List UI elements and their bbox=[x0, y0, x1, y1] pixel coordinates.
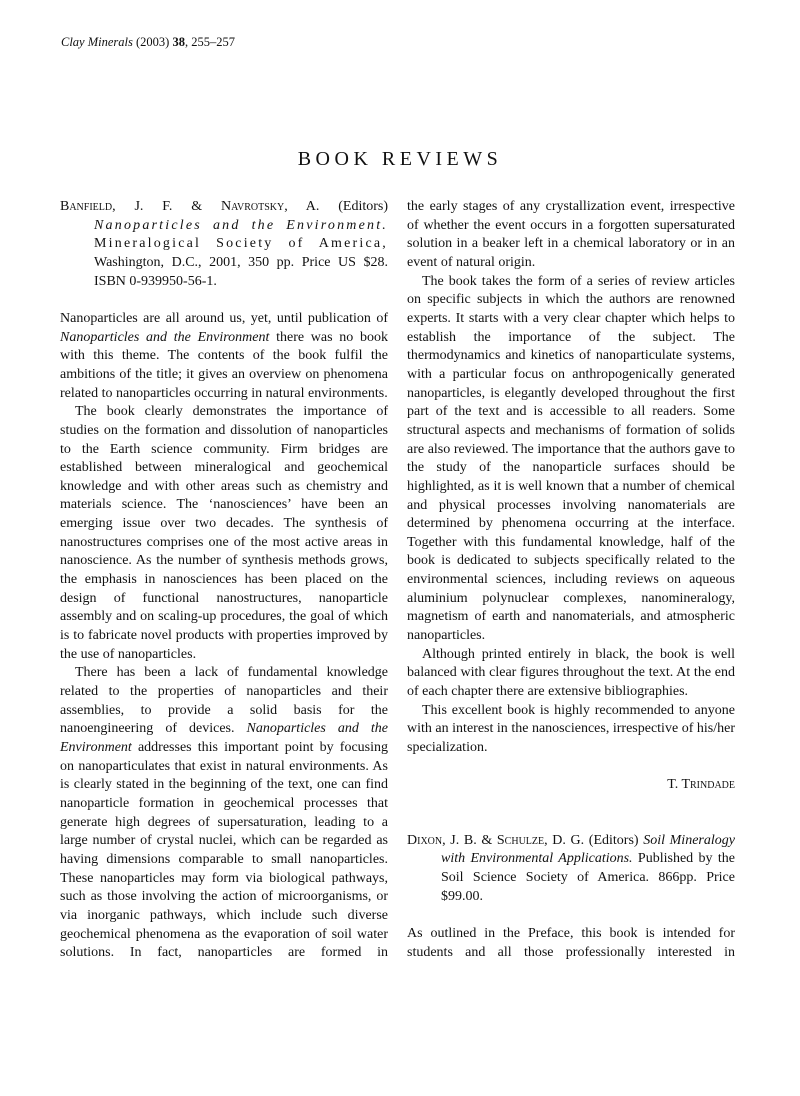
journal-header bbox=[61, 35, 235, 50]
editors-note: , A. (Editors) bbox=[284, 199, 388, 214]
book-title: Nanoparticles and the Environment bbox=[60, 721, 388, 756]
text: addresses this important point by focusing on nanoparticulates that exist in natural environments. As is clearly stated in the beginning of the text, one can find nanoparticle formation in geochemical processes that generate high degrees of supersaturation, leading to a large number of crystal nuclei, which can be regarded as having dimensions comparable to small nanoparticles. These nanoparticles may form via biological pathways, such as those involving the action of microorganisms, or via inorganic pathways, which include such diverse geochemical phenomena as the evaporation of soil water solutions. In fact, nanoparticles are formed in bbox=[60, 740, 388, 961]
book-title: Nanoparticles and the Environment bbox=[60, 329, 270, 345]
reviewer-signature: T. Trindade bbox=[667, 776, 735, 792]
paragraph bbox=[60, 310, 388, 403]
text: Nanoparticles are all around us, yet, until publication of bbox=[60, 310, 388, 326]
publisher: Mineralogical Society of America, bbox=[94, 236, 388, 252]
book-title: Nanoparticles and the Environment. bbox=[94, 217, 388, 233]
book-title: Soil Mineralogy with Environmental Applications. bbox=[441, 832, 735, 867]
right-column bbox=[407, 198, 735, 962]
author: Navrotsky bbox=[220, 199, 285, 214]
year: (2003) bbox=[136, 35, 170, 49]
author: Schulze bbox=[496, 832, 545, 848]
author: Banfield bbox=[60, 199, 113, 214]
paragraph: As outlined in the Preface, this book is intended for students and all those professionally interested in bbox=[407, 925, 735, 960]
paragraph bbox=[60, 664, 388, 963]
journal-name: Clay Minerals bbox=[61, 35, 133, 49]
author: Dixon bbox=[407, 832, 443, 848]
paragraph: The book clearly demonstrates the importance of studies on the formation and dissolution of nanoparticles to the Earth science community. Firm bridges are established between mineralogical and geochemical knowledge and with other areas such as chemistry and materials science. The ‘nanosciences’ have been an emerging issue over two decades. The synthesis of nanostructures comprises one of the most active areas in nanoscience. As the number of synthesis methods grows, the emphasis in nanosciences has been placed on the design of functional nanostructures, nanoparticle assembly and on scaling-up procedures, the goal of which is to fabricate novel products with properties improved by the use of nanoparticles. bbox=[60, 404, 388, 662]
review2-reference bbox=[407, 832, 735, 907]
paragraph: Although printed entirely in black, the book is well balanced with clear figures throughout the text. At the end of each chapter there are extensive bibliographies. bbox=[407, 646, 735, 700]
pages: , 255–257 bbox=[184, 35, 235, 49]
author-initials: , J. F. & bbox=[112, 199, 221, 214]
left-column bbox=[60, 198, 388, 963]
publication-details: Washington, D.C., 2001, 350 pp. Price US $28. ISBN 0-939950-56-1. bbox=[94, 254, 388, 289]
text: there was no book with this theme. The contents of the book fulfil the ambitions of the title; it gives an overview on phenomena related to nanoparticles occurring in natural environments. bbox=[60, 329, 388, 401]
text: There has been a lack of fundamental knowledge related to the properties of nanoparticles and their assemblies, to provide a solid basis for the nanoengineering of devices. bbox=[60, 665, 388, 737]
publication-details: Published by the Soil Science Society of America. 866pp. Price $99.00. bbox=[441, 851, 735, 904]
paragraph: This excellent book is highly recommended to anyone with an interest in the nanosciences, irrespective of his/her specialization. bbox=[407, 702, 735, 756]
paragraph: the early stages of any crystallization event, irrespective of whether the event occurs in a forgotten supersaturated solution in a beaker left in a chemical laboratory or in an event of natural origin. bbox=[407, 199, 735, 270]
volume: 38 bbox=[172, 35, 185, 49]
section-title: BOOK REVIEWS bbox=[297, 148, 503, 170]
author-initials: , J. B. & bbox=[442, 832, 497, 848]
paragraph: The book takes the form of a series of review articles on specific subjects in which the authors are renowned experts. It starts with a very clear chapter which helps to establish the importance of the subject. The thermodynamics and kinetics of nanoparticulate systems, with a particular focus on anthropogenically generated nanoparticles, is elegantly developed throughout the first part of the text and is accessible to all readers. Some structural aspects and mechanisms of formation of solids are also reviewed. The importance that the authors gave to the study of the nanoparticle surfaces should be highlighted, as it is well known that a number of chemical and physical processes involving nanomaterials are determined by phenomena occurring at the interface. Together with this fundamental knowledge, half of the book is dedicated to subjects specifically related to the environmental sciences, including reviews on aqueous aluminium polynuclear complexes, nanomineralogy, magnetism of earth and nanomaterials, and atmospheric nanoparticles. bbox=[407, 273, 735, 644]
review1-reference bbox=[60, 198, 388, 291]
editors-note: , D. G. (Editors) bbox=[544, 832, 644, 848]
